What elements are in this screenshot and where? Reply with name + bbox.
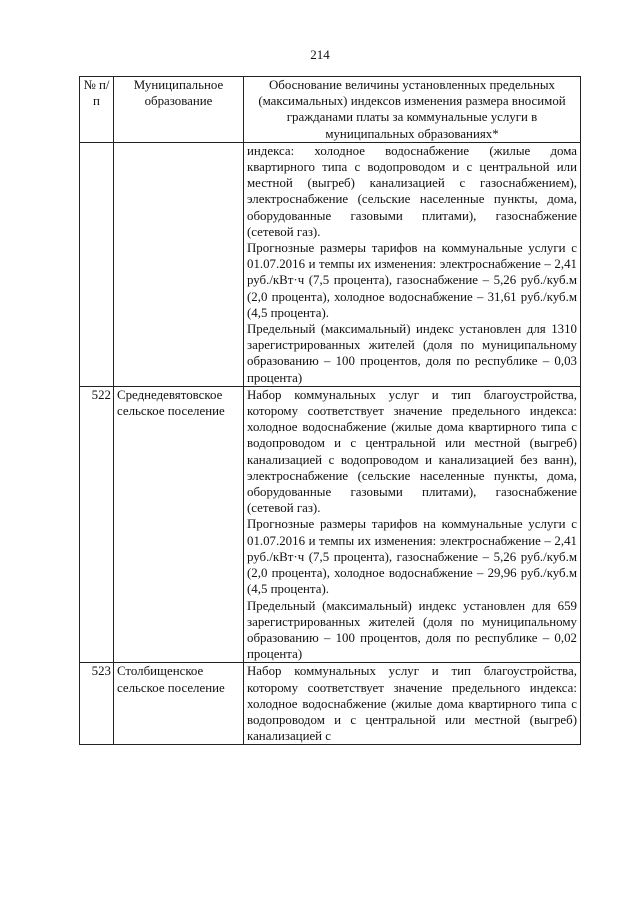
row-justification xyxy=(244,142,581,386)
paragraph: Прогнозные размеры тарифов на коммунальные услуги с 01.07.2016 и темпы их изменения: электроснабжение – 2,41 руб./кВт·ч (7,5 процента), газоснабжение – 5,26 руб./куб.м (2,0 процента), холодное водоснабжение – 31,61 руб./куб.м (4,5 процента). xyxy=(247,241,577,320)
row-number: 523 xyxy=(80,663,114,745)
row-number: 522 xyxy=(80,386,114,662)
paragraph: Набор коммунальных услуг и тип благоустройства, которому соответствует значение предельного индекса: холодное водоснабжение (жилые дома квартирного типа с водопроводом и с центральной или местной (выгреб) канализацией с водопроводом и канализацией без ванн), электроснабжение (сельские населенные пункты, дома, оборудованные газовыми плитами), газоснабжение (сетевой газ). xyxy=(247,387,577,516)
row-justification xyxy=(244,663,581,745)
paragraph: Набор коммунальных услуг и тип благоустройства, которому соответствует значение предельного индекса: холодное водоснабжение (жилые дома квартирного типа с водопроводом и с центральной или местной (выгреб) канализацией с xyxy=(247,664,577,744)
page-number: 214 xyxy=(310,47,330,62)
header-justification: Обоснование величины установленных предельных (максимальных) индексов изменения размера вносимой гражданами платы за коммунальные услуги в муниципальных образованиях* xyxy=(244,77,581,143)
row-municipality: Столбищенское сельское поселение xyxy=(114,663,244,745)
header-num: № п/п xyxy=(80,77,114,143)
tariff-table xyxy=(79,76,581,745)
paragraph: индекса: холодное водоснабжение (жилые дома квартирного типа с водопроводом и с центральной или местной (выгреб) канализацией с газоснабжением), электроснабжение (сельские населенные пункты, дома, оборудованные газовыми плитами), газоснабжение (сетевой газ). xyxy=(247,143,577,239)
header-municipality: Муниципальное образование xyxy=(114,77,244,143)
paragraph: Прогнозные размеры тарифов на коммунальные услуги с 01.07.2016 и темпы их изменения: электроснабжение – 2,41 руб./кВт·ч (7,5 процента), газоснабжение – 5,26 руб./куб.м (2,0 процента), холодное водоснабжение – 29,96 руб./куб.м (4,5 процента). xyxy=(247,517,577,597)
table-row xyxy=(80,386,581,662)
table-row xyxy=(80,142,581,386)
row-municipality xyxy=(114,142,244,386)
paragraph: Предельный (максимальный) индекс установлен для 1310 зарегистрированных жителей (доля по муниципальному образованию – 100 процентов, доля по республике – 0,03 процента) xyxy=(247,322,577,385)
row-municipality: Среднедевятовское сельское поселение xyxy=(114,386,244,662)
table-row xyxy=(80,663,581,745)
row-justification xyxy=(244,386,581,662)
table-header-row xyxy=(80,77,581,143)
row-number xyxy=(80,142,114,386)
paragraph: Предельный (максимальный) индекс установлен для 659 зарегистрированных жителей (доля по муниципальному образованию – 100 процентов, доля по республике – 0,02 процента) xyxy=(247,598,577,662)
